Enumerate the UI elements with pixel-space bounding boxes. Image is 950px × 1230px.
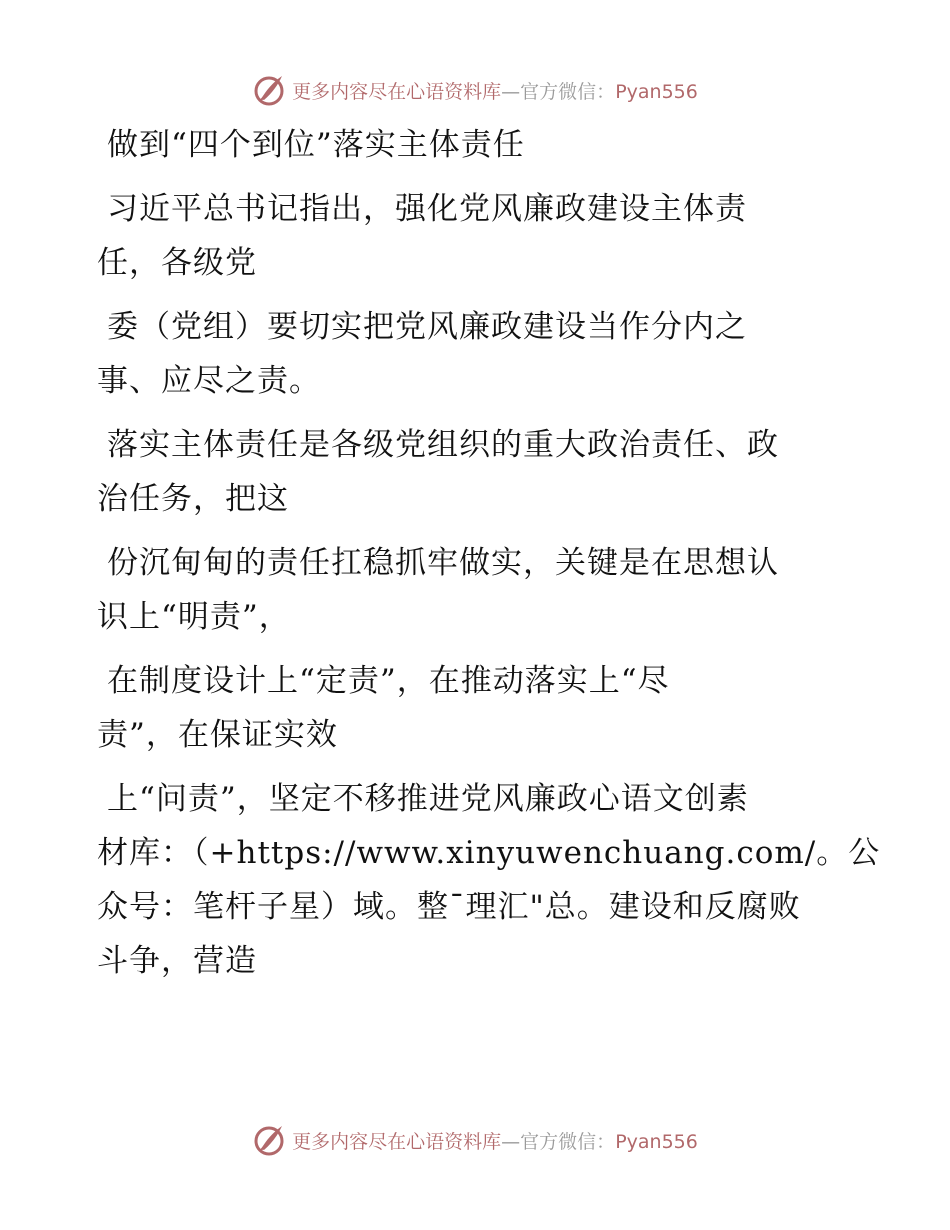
- body-line: 众号：笔杆子星）域。整¯理汇"总。建设和反腐败: [97, 889, 801, 925]
- watermark-wechat-id: Pyan556: [615, 80, 698, 103]
- body-line: 识上“明责”，: [97, 599, 291, 635]
- watermark-dash: —: [501, 1130, 521, 1153]
- watermark-main-text: 更多内容尽在心语资料库: [292, 1130, 502, 1153]
- body-line: 委（党组）要切实把党风廉政建设当作分内之: [107, 309, 747, 345]
- body-line: 做到“四个到位”落实主体责任: [107, 127, 525, 163]
- body-line: 责”，在保证实效: [97, 717, 338, 753]
- body-line: 事、应尽之责。: [97, 363, 321, 399]
- body-line: 斗争，营造: [97, 943, 257, 979]
- feather-circle-logo-icon: [252, 73, 286, 107]
- body-line: 任，各级党: [97, 245, 257, 281]
- footer-watermark-banner: [0, 1120, 950, 1160]
- watermark-dash: —: [501, 80, 521, 103]
- watermark-text: [292, 77, 698, 104]
- watermark-wechat-id: Pyan556: [615, 1130, 698, 1153]
- body-line: 上“问责”，坚定不移推进党风廉政心语文创素: [107, 781, 749, 817]
- header-watermark-banner: [0, 70, 950, 110]
- body-line: 在制度设计上“定责”，在推动落实上“尽: [107, 663, 670, 699]
- feather-circle-logo-icon: [252, 1123, 286, 1157]
- body-line: 材库：（+https://www.xinyuwenchuang.com/。公: [97, 835, 881, 871]
- body-line: 治任务，把这: [97, 481, 289, 517]
- body-line: 习近平总书记指出，强化党风廉政建设主体责: [107, 191, 747, 227]
- watermark-main-text: 更多内容尽在心语资料库: [292, 80, 502, 103]
- body-line: 落实主体责任是各级党组织的重大政治责任、政: [107, 427, 779, 463]
- watermark-wechat-label: 官方微信：: [520, 1130, 616, 1153]
- watermark-wechat-label: 官方微信：: [520, 80, 616, 103]
- document-body: [97, 118, 881, 988]
- watermark-text: [292, 1127, 698, 1154]
- body-line: 份沉甸甸的责任扛稳抓牢做实，关键是在思想认: [107, 545, 779, 581]
